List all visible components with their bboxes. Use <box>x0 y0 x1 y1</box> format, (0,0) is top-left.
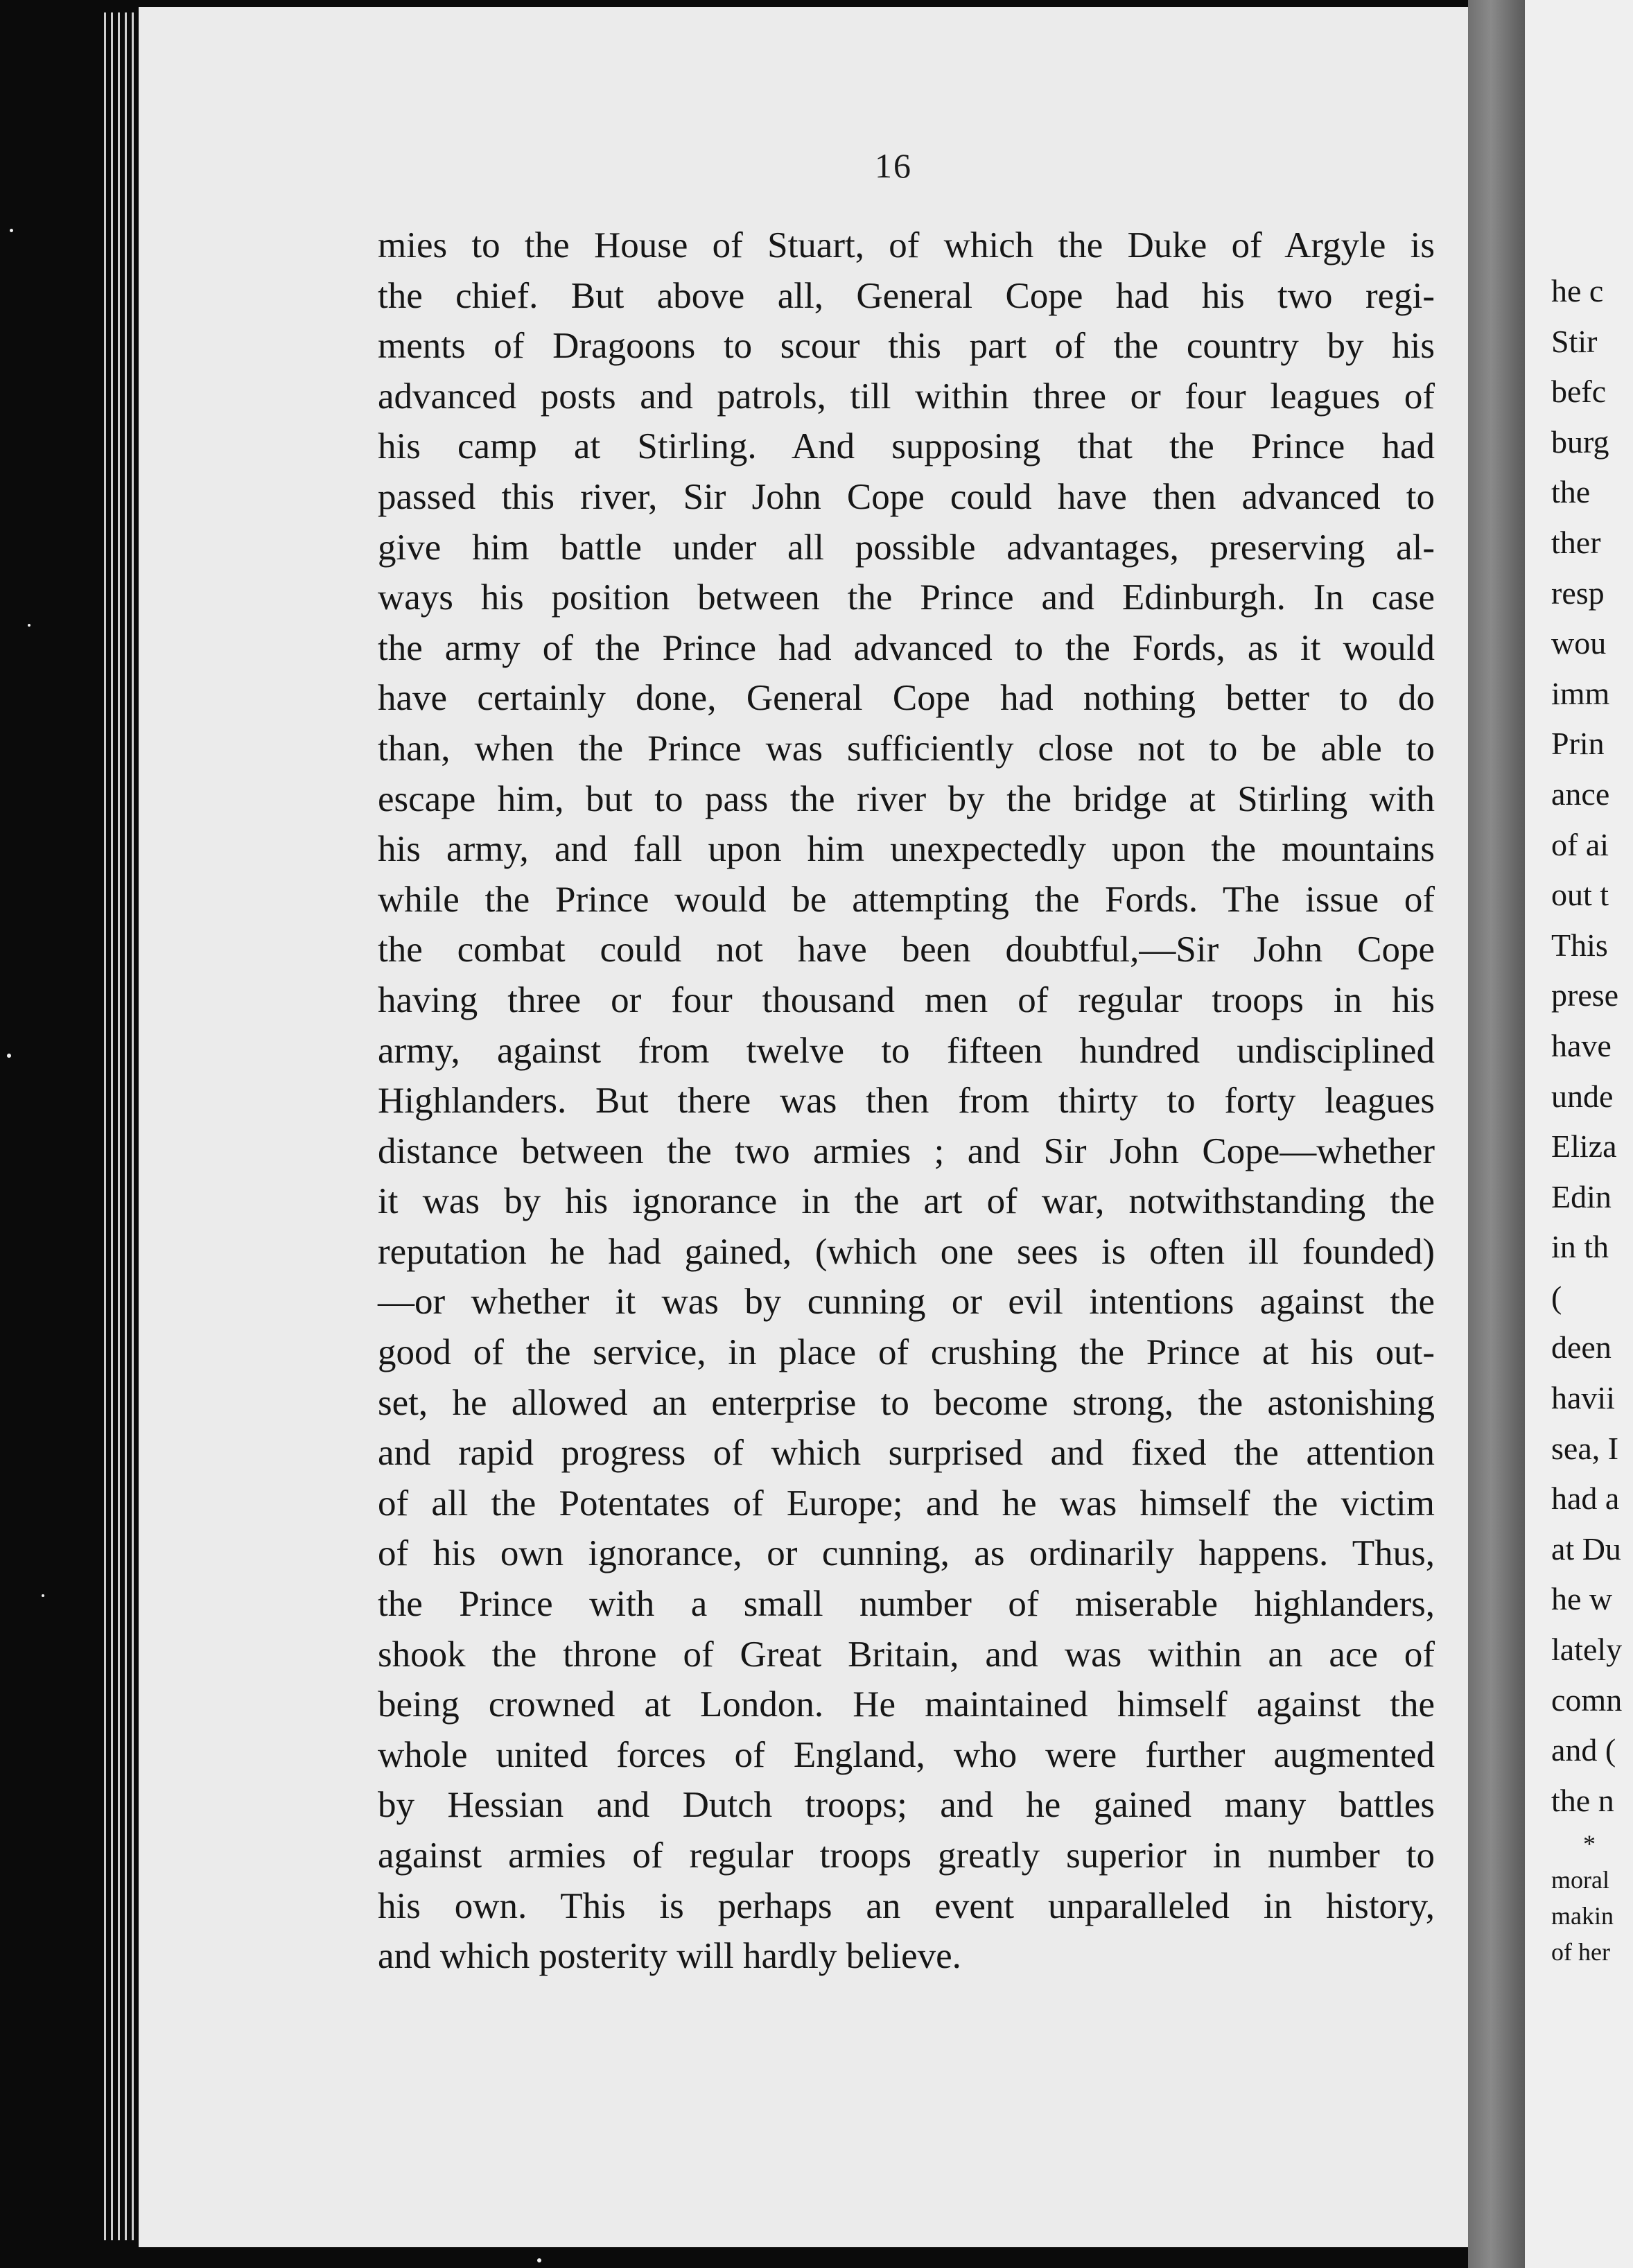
dust-speck <box>10 229 13 232</box>
fragment-line: in th <box>1551 1229 1609 1265</box>
fragment-line: ( <box>1551 1279 1562 1315</box>
dust-speck <box>42 1594 44 1597</box>
text-line: the army of the Prince had advanced to the Fords, as it would <box>378 627 1435 668</box>
text-line: advanced posts and patrols, till within three or four leagues of <box>378 376 1435 417</box>
text-line: having three or four thousand men of regular troops in his <box>378 979 1435 1020</box>
text-line: of all the Potentates of Europe; and he was himself the victim <box>378 1483 1435 1524</box>
text-line: good of the service, in place of crushing the Prince at his out- <box>378 1332 1435 1373</box>
fragment-line: the <box>1551 474 1591 510</box>
fragment-line: the n <box>1551 1782 1614 1818</box>
text-line: give him battle under all possible advantages, preserving al- <box>378 527 1435 568</box>
fragment-line: of ai <box>1551 826 1609 862</box>
text-line: than, when the Prince was sufficiently close not to be able to <box>378 728 1435 769</box>
text-line: the combat could not have been doubtful,—Sir John Cope <box>378 930 1435 970</box>
fragment-line: This <box>1551 927 1608 963</box>
text-line: while the Prince would be attempting the Fords. The issue of <box>378 879 1435 920</box>
next-page-text-fragment <box>1551 266 1622 1970</box>
text-line: and rapid progress of which surprised and fixed the attention <box>378 1433 1435 1474</box>
fragment-line: have <box>1551 1027 1612 1063</box>
fragment-footnote-line: * <box>1583 1830 1596 1858</box>
fragment-footnote-line: makin <box>1551 1902 1614 1930</box>
text-line: mies to the House of Stuart, of which the Duke of Argyle is <box>378 225 1435 265</box>
text-line: whole united forces of England, who were further augmented <box>378 1734 1435 1775</box>
text-line: reputation he had gained, (which one sees is often ill founded) <box>378 1231 1435 1272</box>
text-line: it was by his ignorance in the art of war, notwithstanding the <box>378 1181 1435 1222</box>
fragment-line: he w <box>1551 1581 1613 1617</box>
fragment-line: Stir <box>1551 323 1598 359</box>
text-line: passed this river, Sir John Cope could have then advanced to <box>378 476 1435 517</box>
fragment-line: Prin <box>1551 726 1605 762</box>
dust-speck <box>28 624 30 627</box>
text-line: his camp at Stirling. And supposing that the Prince had <box>378 426 1435 467</box>
text-line: the chief. But above all, General Cope had his two regi- <box>378 275 1435 316</box>
text-line: escape him, but to pass the river by the bridge at Stirling with <box>378 778 1435 819</box>
fragment-line: resp <box>1551 575 1605 611</box>
page-edge <box>104 12 106 2240</box>
text-line: distance between the two armies ; and Sir John Cope—whether <box>378 1131 1435 1171</box>
fragment-line: ther <box>1551 524 1601 560</box>
fragment-line: befc <box>1551 374 1607 410</box>
text-line: his army, and fall upon him unexpectedly upon the mountains <box>378 829 1435 870</box>
text-line: army, against from twelve to fifteen hundred undisciplined <box>378 1030 1435 1071</box>
text-line: the Prince with a small number of miserable highlanders, <box>378 1584 1435 1625</box>
text-line: —or whether it was by cunning or evil intentions against the <box>378 1282 1435 1323</box>
page-edge <box>118 12 120 2240</box>
fragment-line: lately <box>1551 1632 1623 1668</box>
fragment-line: he c <box>1551 273 1604 308</box>
book-gutter <box>1468 0 1525 2268</box>
fragment-line: comn <box>1551 1682 1623 1718</box>
fragment-line: had a <box>1551 1481 1620 1517</box>
text-line: by Hessian and Dutch troops; and he gained many battles <box>378 1785 1435 1826</box>
page-edge <box>111 12 113 2240</box>
fragment-line: imm <box>1551 675 1610 711</box>
text-line: being crowned at London. He maintained himself against the <box>378 1684 1435 1725</box>
text-line: of his own ignorance, or cunning, as ordinarily happens. Thus, <box>378 1533 1435 1574</box>
text-line: shook the throne of Great Britain, and was within an ace of <box>378 1634 1435 1675</box>
text-line: ments of Dragoons to scour this part of the country by his <box>378 326 1435 367</box>
text-line: Highlanders. But there was then from thirty to forty leagues <box>378 1081 1435 1122</box>
dust-speck <box>7 1054 11 1058</box>
page-edge <box>132 12 134 2240</box>
fragment-line: at Du <box>1551 1530 1621 1567</box>
fragment-line: Edin <box>1551 1178 1612 1214</box>
fragment-footnote-line: moral <box>1551 1866 1609 1894</box>
fragment-line: havii <box>1551 1380 1615 1416</box>
text-line: his own. This is perhaps an event unparalleled in history, <box>378 1885 1435 1926</box>
fragment-line: Eliza <box>1551 1128 1617 1164</box>
text-line: ways his position between the Prince and Edinburgh. In case <box>378 577 1435 618</box>
fragment-line: prese <box>1551 977 1619 1013</box>
fragment-line: wou <box>1551 625 1607 661</box>
fragment-footnote-line: of her <box>1551 1938 1610 1966</box>
dust-speck <box>537 2258 541 2262</box>
text-line: and which posterity will hardly believe. <box>378 1936 961 1977</box>
fragment-line: deen <box>1551 1329 1612 1366</box>
body-text <box>378 220 1435 1982</box>
text-line: set, he allowed an enterprise to become strong, the astonishing <box>378 1382 1435 1423</box>
fragment-line: out t <box>1551 877 1609 913</box>
text-line: have certainly done, General Cope had nothing better to do <box>378 678 1435 719</box>
fragment-line: and ( <box>1551 1732 1616 1768</box>
text-line: against armies of regular troops greatly superior in number to <box>378 1835 1435 1876</box>
fragment-line: ance <box>1551 776 1610 812</box>
page-number: 16 <box>875 146 912 185</box>
fragment-line: burg <box>1551 424 1609 460</box>
page-edge <box>125 12 127 2240</box>
fragment-line: sea, I <box>1551 1430 1619 1466</box>
fragment-line: unde <box>1551 1078 1614 1114</box>
